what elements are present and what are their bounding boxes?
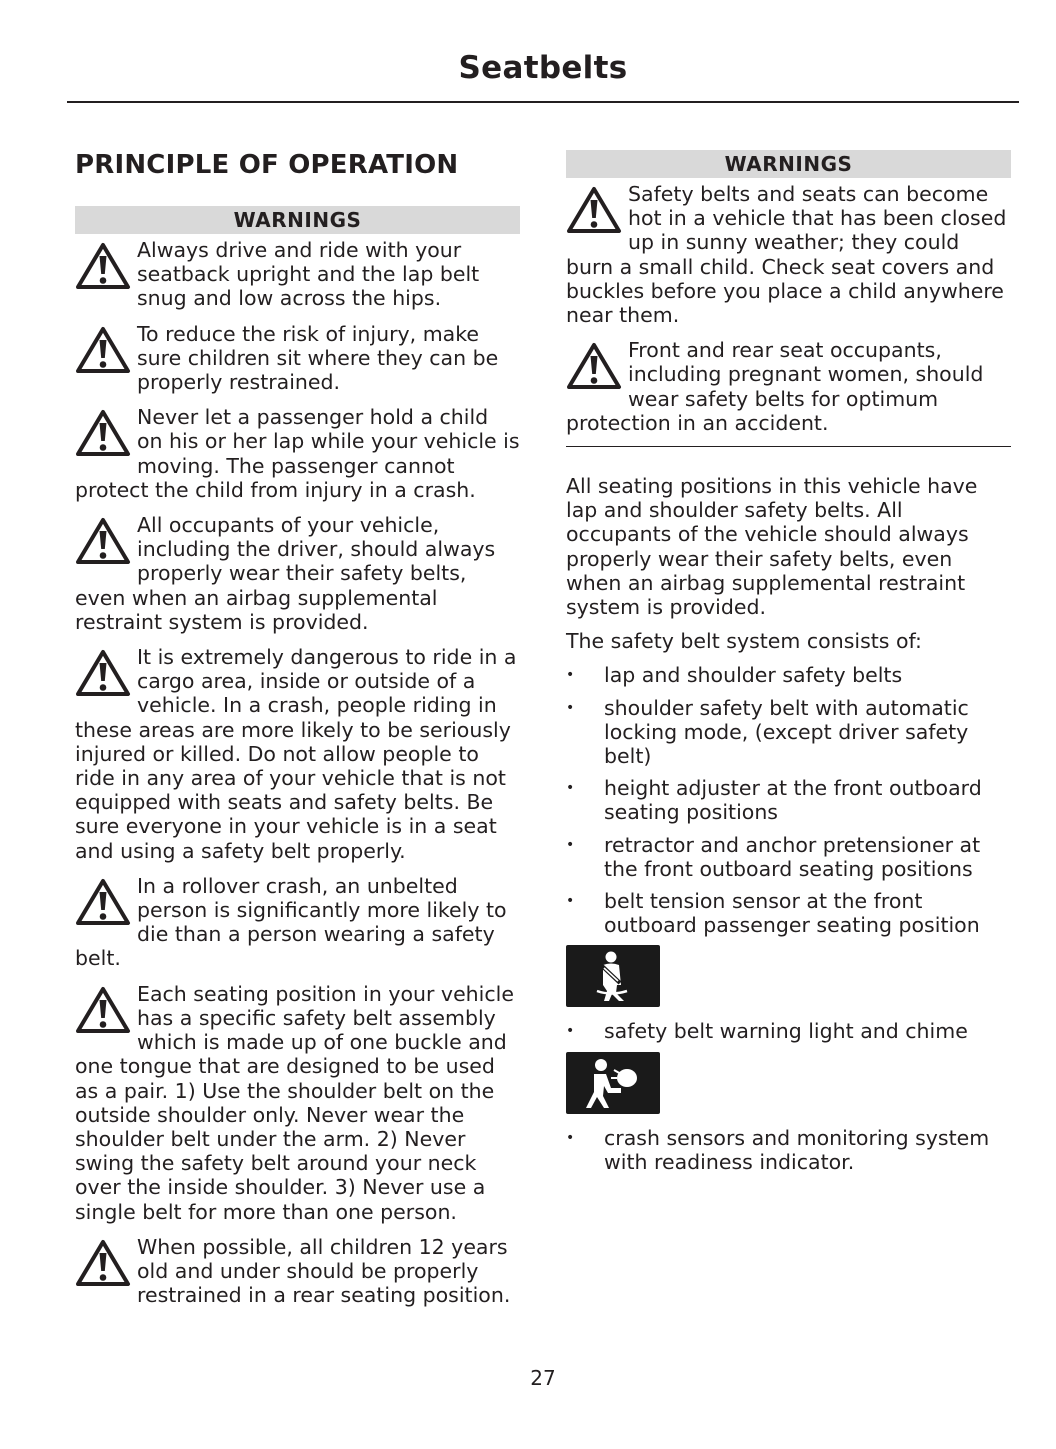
warning-item (75, 982, 520, 1224)
warning-text: Each seating position in your vehicle has a specific safety belt assembly which is made up of one buckle and one tongue that are designed to be used as a pair. 1) Use the shoulder belt on the outside shoulder only. Never wear the shoulder belt under the arm. 2) Never swing the safety belt around your neck over the inside shoulder. 3) Never use a single belt for more than one person. (75, 981, 514, 1224)
warning-triangle-icon (75, 517, 131, 569)
bullet: • (566, 836, 575, 853)
warnings-header: WARNINGS (566, 150, 1011, 178)
list-item-text: belt tension sensor at the front outboard passenger seating position (604, 889, 980, 938)
warning-triangle-icon (75, 326, 131, 378)
list-item (566, 696, 1011, 769)
crash-sensor-list (566, 1126, 1011, 1174)
warning-triangle-icon (75, 986, 131, 1038)
chapter-title: Seatbelts (458, 50, 628, 86)
list-item-text: lap and shoulder safety belts (604, 663, 903, 688)
warning-triangle-icon (75, 409, 131, 461)
list-item (566, 776, 1011, 824)
warning-triangle-icon (75, 242, 131, 294)
warning-text: Front and rear seat occupants, including pregnant women, should wear safety belts for optimum protection in an accident. (566, 338, 984, 435)
seatbelt-reminder-icon (566, 945, 660, 1007)
warning-item (75, 238, 520, 311)
warning-text: All occupants of your vehicle, including the driver, should always properly wear their safety belts, even when an airbag supplemental restraint system is provided. (75, 513, 496, 634)
list-intro: The safety belt system consists of: (566, 629, 922, 654)
left-column (75, 148, 520, 1318)
warning-item (75, 513, 520, 634)
list-item (566, 1019, 1011, 1043)
list-item-text: height adjuster at the front outboard seating positions (604, 776, 982, 825)
list-item-text: shoulder safety belt with automatic locking mode, (except driver safety belt) (604, 695, 969, 769)
bullet: • (566, 699, 575, 716)
bullet: • (566, 780, 575, 797)
warning-text: To reduce the risk of injury, make sure children sit where they can be properly restrained. (137, 321, 499, 395)
warning-item (75, 645, 520, 863)
list-item-text: crash sensors and monitoring system with readiness indicator. (604, 1125, 990, 1174)
warning-triangle-icon (566, 342, 622, 394)
warning-text: Always drive and ride with your seatback upright and the lap belt snug and low across the hips. (137, 238, 480, 311)
warning-item (566, 338, 1011, 435)
section-heading: PRINCIPLE OF OPERATION (75, 150, 459, 180)
warning-triangle-icon (566, 186, 622, 238)
warning-item (75, 322, 520, 395)
belt-system-list (566, 663, 1011, 937)
list-item (566, 663, 1011, 687)
warnings-end-divider (566, 446, 1011, 447)
warning-text: It is extremely dangerous to ride in a cargo area, inside or outside of a vehicle. In a crash, people riding in these areas are more likely to be seriously injured or killed. Do not allow people to ride in any area of your vehicle that is not equipped with seats and safety belts. Be sure everyone in your vehicle is in a seat and using a safety belt properly. (75, 645, 517, 863)
warning-item (75, 874, 520, 971)
warning-text: Never let a passenger hold a child on his or her lap while your vehicle is moving. The passenger cannot protect the child from injury in a crash. (75, 405, 520, 502)
bullet: • (566, 893, 575, 910)
right-column (566, 150, 1011, 1182)
bullet: • (566, 667, 575, 684)
warning-text: When possible, all children 12 years old and under should be properly restrained in a rear seating position. (137, 1234, 511, 1308)
list-item-text: safety belt warning light and chime (604, 1019, 968, 1044)
warning-text: Safety belts and seats can become hot in a vehicle that has been closed up in sunny weather; they could burn a small child. Check seat covers and buckles before you place a child anywhere near them. (566, 182, 1007, 328)
list-item (566, 1126, 1011, 1174)
list-item (566, 833, 1011, 881)
list-item-text: retractor and anchor pretensioner at the front outboard seating positions (604, 832, 981, 881)
warning-text: In a rollover crash, an unbelted person is significantly more likely to die than a person wearing a safety belt. (75, 873, 507, 971)
warning-light-list (566, 1019, 1011, 1043)
warning-item (75, 405, 520, 502)
warning-triangle-icon (75, 878, 131, 930)
intro-paragraph: All seating positions in this vehicle have lap and shoulder safety belts. All occupants of the vehicle should always properly wear their safety belts, even when an airbag supplemental restraint system is provided. (566, 474, 978, 620)
warning-item (566, 182, 1011, 327)
warning-triangle-icon (75, 649, 131, 701)
warning-item (75, 1235, 520, 1308)
airbag-readiness-icon (566, 1052, 660, 1114)
header-divider (67, 101, 1019, 103)
warning-triangle-icon (75, 1239, 131, 1291)
page-number: 27 (530, 1366, 556, 1390)
list-item (566, 889, 1011, 937)
bullet: • (566, 1129, 575, 1146)
bullet: • (566, 1023, 575, 1040)
warnings-header: WARNINGS (75, 206, 520, 234)
